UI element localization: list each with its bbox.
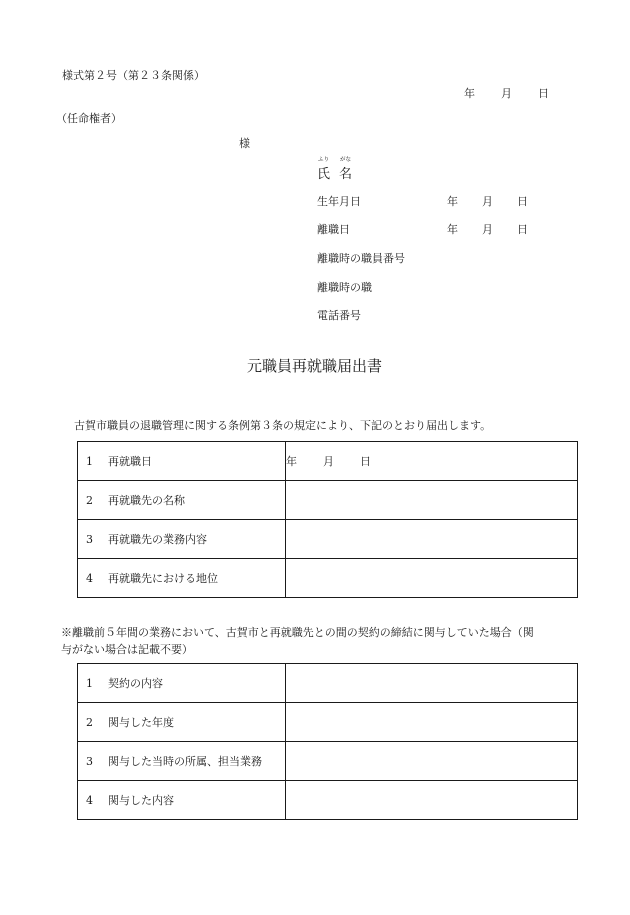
employer-name-input[interactable] bbox=[286, 481, 578, 520]
table-row bbox=[78, 520, 578, 559]
employer-position-input[interactable] bbox=[286, 559, 578, 598]
row-label: 再就職先の名称 bbox=[108, 494, 185, 507]
reemployment-date-input[interactable] bbox=[286, 442, 578, 481]
row-label: 関与した内容 bbox=[108, 794, 174, 807]
row-number: 2 bbox=[86, 716, 93, 729]
date-day: 日 bbox=[517, 195, 528, 208]
row-number: 3 bbox=[86, 755, 93, 768]
date-year: 年 bbox=[447, 223, 458, 236]
row-number: 3 bbox=[86, 533, 93, 546]
date-year: 年 bbox=[464, 87, 475, 100]
row-label-cell bbox=[78, 481, 286, 520]
birthdate-value bbox=[447, 196, 528, 207]
name-field bbox=[317, 158, 377, 186]
row-number: 4 bbox=[86, 794, 93, 807]
phone-label: 電話番号 bbox=[317, 309, 361, 322]
reemployment-table bbox=[77, 441, 578, 598]
involvement-content-input[interactable] bbox=[286, 781, 578, 820]
table-row bbox=[78, 559, 578, 598]
row-number: 2 bbox=[86, 494, 93, 507]
retirement-date-label: 離職日 bbox=[317, 223, 350, 236]
position-label: 離職時の職 bbox=[317, 281, 372, 294]
row-label: 関与した年度 bbox=[108, 716, 174, 729]
date-month: 月 bbox=[501, 87, 512, 100]
date-day: 日 bbox=[538, 87, 549, 100]
table-row bbox=[78, 742, 578, 781]
table-row bbox=[78, 781, 578, 820]
date-day: 日 bbox=[360, 455, 371, 468]
form-number: 様式第２号（第２３条関係） bbox=[62, 69, 205, 82]
date-year: 年 bbox=[447, 195, 458, 208]
involvement-year-input[interactable] bbox=[286, 703, 578, 742]
name-char-shi: 氏 bbox=[317, 167, 331, 182]
contract-content-input[interactable] bbox=[286, 664, 578, 703]
row-number: 4 bbox=[86, 572, 93, 585]
row-label-cell bbox=[78, 742, 286, 781]
table-row bbox=[78, 442, 578, 481]
row-label: 関与した当時の所属、担当業務 bbox=[108, 755, 262, 768]
appointer-label: （任命権者） bbox=[56, 112, 122, 125]
employee-number-label: 離職時の職員番号 bbox=[317, 252, 405, 265]
document-title: 元職員再就職届出書 bbox=[247, 357, 383, 375]
row-label-cell bbox=[78, 664, 286, 703]
table-row bbox=[78, 703, 578, 742]
submission-date bbox=[464, 88, 549, 99]
employer-business-input[interactable] bbox=[286, 520, 578, 559]
row-label-cell bbox=[78, 520, 286, 559]
table-row bbox=[78, 664, 578, 703]
row-label-cell bbox=[78, 559, 286, 598]
department-duties-input[interactable] bbox=[286, 742, 578, 781]
birthdate-label: 生年月日 bbox=[317, 195, 361, 208]
row-label-cell bbox=[78, 781, 286, 820]
contract-involvement-table bbox=[77, 663, 578, 820]
row-label-cell bbox=[78, 703, 286, 742]
name-char-mei: 名 bbox=[339, 167, 353, 182]
date-day: 日 bbox=[517, 223, 528, 236]
intro-text: 古賀市職員の退職管理に関する条例第３条の規定により、下記のとおり届出します。 bbox=[74, 419, 492, 432]
row-label: 再就職日 bbox=[108, 455, 152, 468]
date-year: 年 bbox=[286, 455, 297, 468]
name-ruby-gana: がな bbox=[340, 157, 352, 163]
honorific-sama: 様 bbox=[239, 137, 250, 150]
retirement-date-value bbox=[447, 224, 528, 235]
date-month: 月 bbox=[323, 455, 334, 468]
date-month: 月 bbox=[482, 223, 493, 236]
row-label: 契約の内容 bbox=[108, 677, 163, 690]
row-label: 再就職先における地位 bbox=[108, 572, 218, 585]
name-ruby-furi: ふり bbox=[318, 157, 330, 163]
row-label-cell bbox=[78, 442, 286, 481]
contract-note-line1: ※離職前５年間の業務において、古賀市と再就職先との間の契約の締結に関与していた場合（関 bbox=[61, 626, 534, 639]
table-row bbox=[78, 481, 578, 520]
contract-note-line2: 与がない場合は記載不要） bbox=[61, 643, 193, 656]
row-number: 1 bbox=[86, 677, 93, 690]
row-label: 再就職先の業務内容 bbox=[108, 533, 207, 546]
date-month: 月 bbox=[482, 195, 493, 208]
row-number: 1 bbox=[86, 455, 93, 468]
